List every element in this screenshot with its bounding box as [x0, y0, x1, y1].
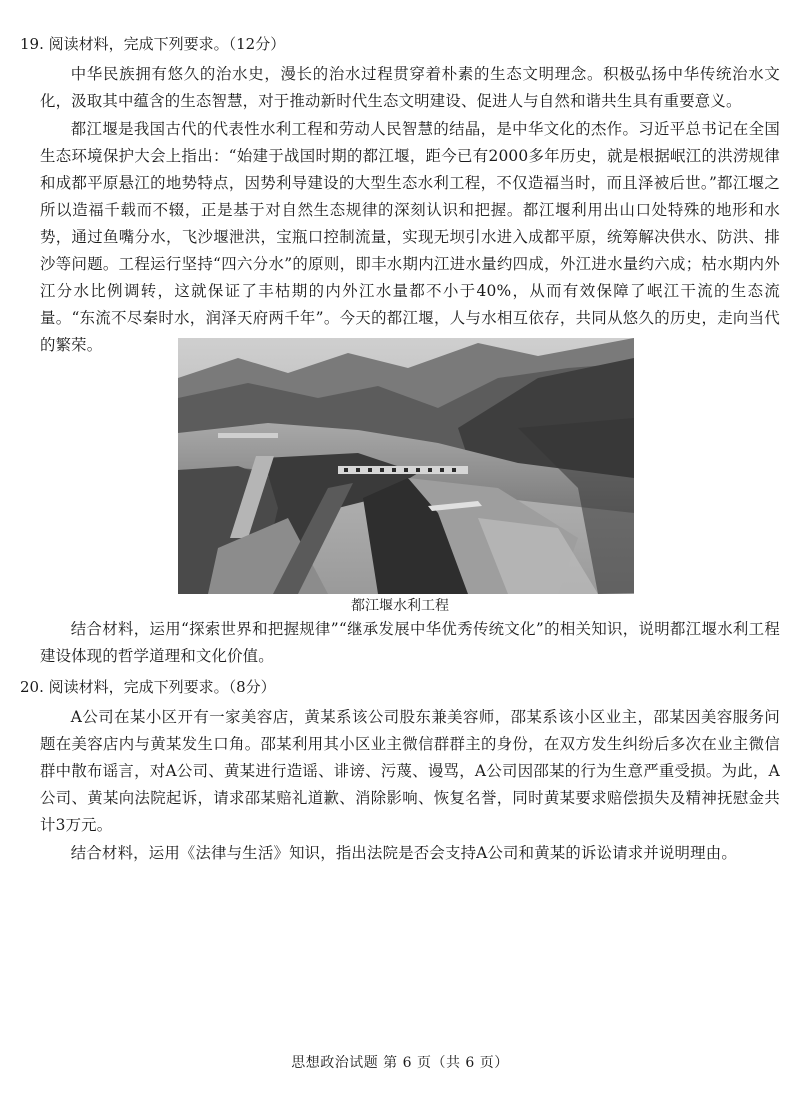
question-20-paragraph-1: A公司在某小区开有一家美容店，黄某系该公司股东兼美容师，邵某系该小区业主，邵某因美容服务问题在美容店内与黄某发生口角。邵某利用其小区业主微信群群主的身份，在双方发生纠纷后多次在业主微信群中散布谣言，对A公司、黄某进行造谣、诽谤、污蔑、谩骂，A公司因邵某的行为生意严重受损。为此，A公司、黄某向法院起诉，请求邵某赔礼道歉、消除影响、恢复名誉，同时黄某要求赔偿损失及精神抚慰金共计3万元。	[40, 708, 780, 834]
question-19-prompt: 结合材料，运用“探索世界和把握规律”“继承发展中华优秀传统文化”的相关知识，说明都江堰水利工程建设体现的哲学道理和文化价值。	[40, 620, 780, 665]
page-footer: 思想政治试题 第 6 页（共 6 页）	[291, 1055, 509, 1071]
dujiangyan-photo-illustration	[178, 338, 634, 594]
question-20-heading: 20. 阅读材料，完成下列要求。（8分）	[20, 678, 276, 696]
question-19-paragraph-1: 中华民族拥有悠久的治水史，漫长的治水过程贯穿着朴素的生态文明理念。积极弘扬中华传统治水文化，汲取其中蕴含的生态智慧，对于推动新时代生态文明建设、促进人与自然和谐共生具有重要意义。	[40, 65, 780, 110]
question-19-heading: 19. 阅读材料，完成下列要求。（12分）	[20, 35, 286, 53]
dujiangyan-photo	[178, 338, 634, 594]
question-20-prompt: 结合材料，运用《法律与生活》知识，指出法院是否会支持A公司和黄某的诉讼请求并说明理由。	[70, 844, 737, 862]
figure-caption: 都江堰水利工程	[351, 598, 449, 614]
question-19-paragraph-2: 都江堰是我国古代的代表性水利工程和劳动人民智慧的结晶，是中华文化的杰作。习近平总书记在全国生态环境保护大会上指出：“始建于战国时期的都江堰，距今已有2000多年历史，就是根据岷江的洪涝规律和成都平原悬江的地势特点，因势利导建设的大型生态水利工程，不仅造福当时，而且泽被后世。”都江堰之所以造福千载而不辍，正是基于对自然生态规律的深刻认识和把握。都江堰利用出山口处特殊的地形和水势，通过鱼嘴分水，飞沙堰泄洪，宝瓶口控制流量，实现无坝引水进入成都平原，统筹解决供水、防洪、排沙等问题。工程运行坚持“四六分水”的原则，即丰水期内江进水量约四成，外江进水量约六成；枯水期内外江分水比例调转，这就保证了丰枯期的内外江水量都不小于40%，从而有效保障了岷江干流的生态流量。“东流不尽秦时水，润泽天府两千年”。今天的都江堰，人与水相互依存，共同从悠久的历史，走向当代的繁荣。	[40, 120, 780, 354]
